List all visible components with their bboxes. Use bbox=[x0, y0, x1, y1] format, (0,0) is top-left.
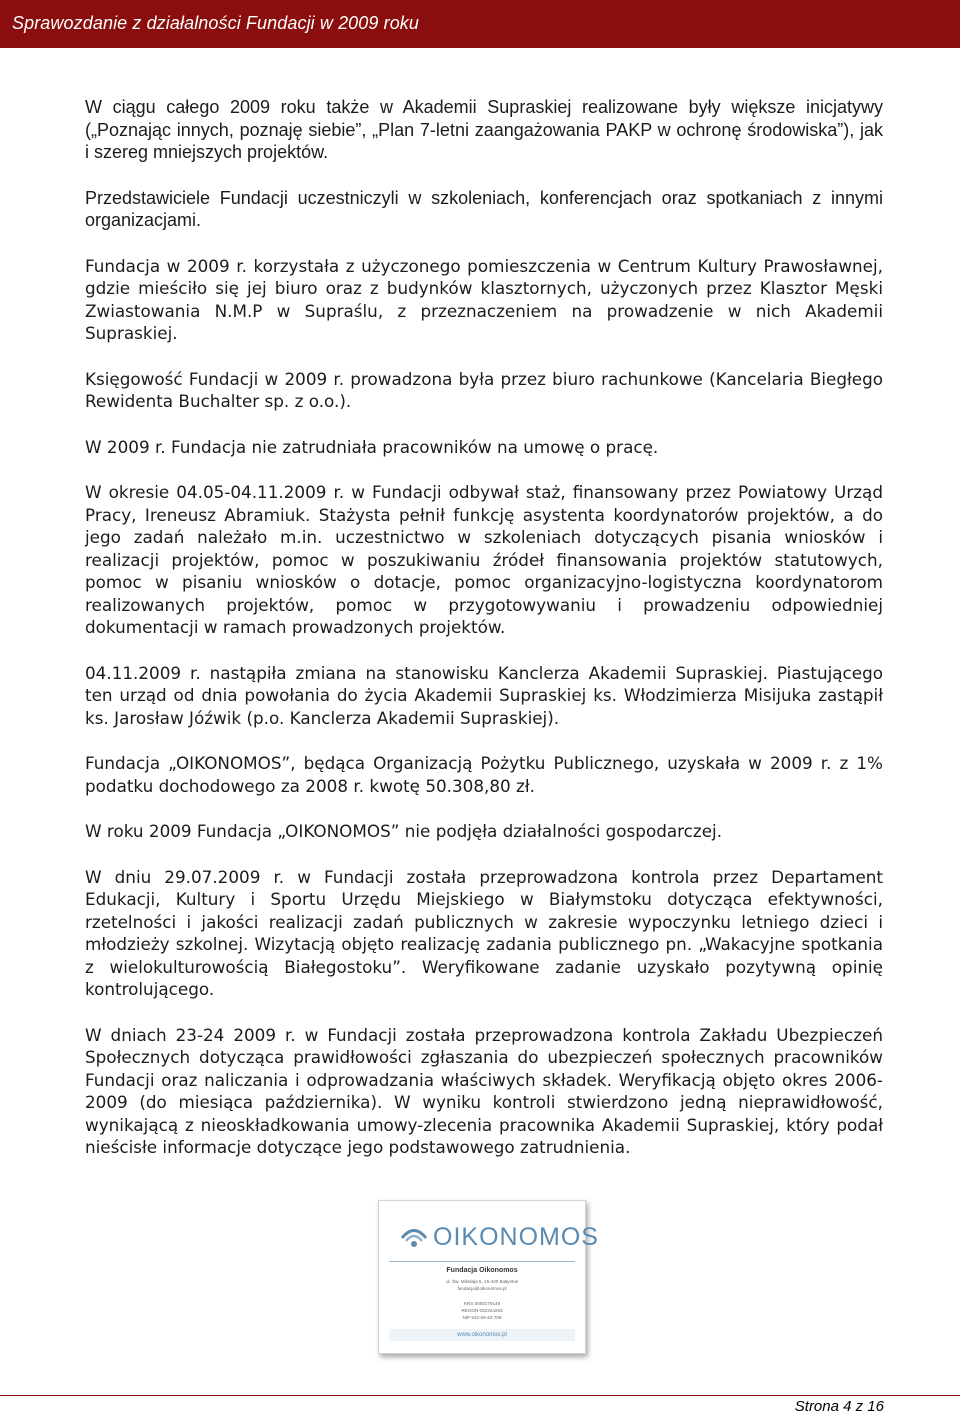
business-card-image bbox=[378, 1200, 599, 1354]
page-header bbox=[0, 0, 960, 48]
card-regon: REGON 052224263 bbox=[461, 1308, 503, 1313]
paragraph-premises: Fundacja w 2009 r. korzystała z użyczonego pomieszczenia w Centrum Kultury Prawosławnej, gdzie mieściło się jej biuro oraz z budynków klasztornych, użyczonych przez Klasztor Męski Zwiastowania N.M.P w Supraślu, z przeznaczeniem na prowadzenie w nich Akademii Supraskiej. bbox=[85, 255, 883, 343]
page-footer bbox=[0, 1395, 960, 1414]
paragraph-representatives: Przedstawiciele Fundacji uczestniczyli w szkoleniach, konferencjach oraz spotkaniach z innymi organizacjami. bbox=[85, 187, 883, 230]
page-number: Strona 4 z 16 bbox=[794, 1398, 884, 1415]
document-body bbox=[85, 96, 883, 1182]
card-nip: NIP 542-28-42-706 bbox=[462, 1315, 502, 1320]
card-divider bbox=[389, 1261, 575, 1262]
paragraph-business-activity: W roku 2009 Fundacja „OIKONOMOS” nie podjęła działalności gospodarczej. bbox=[85, 821, 723, 841]
card-name: Fundacja Oikonomos bbox=[446, 1267, 518, 1274]
card-logo-text: OIKONOMOS bbox=[433, 1223, 599, 1251]
paragraph-employment: W 2009 r. Fundacja nie zatrudniała pracowników na umowę o pracę. bbox=[85, 436, 659, 457]
paragraph-inspection-zus: W dniach 23-24 2009 r. w Fundacji została przeprowadzona kontrola Zakładu Ubezpieczeń Społecznych dotycząca prawidłowości zgłaszania do ubezpieczeń społecznych pracowników Fundacji oraz naliczania i odprowadzania właściwych składek. Weryfikacją objęto okres 2006-2009 (do miesiąca października). W wyniku kontroli stwierdzono jedną nieprawidłowość, wynikającą z nieoskładkowania umowy-zlecenia pracownika Akademii Supraskiej, który podał nieścisłe informacje dotyczące jego podstawowego zatrudnienia. bbox=[85, 1024, 883, 1157]
header-title: Sprawozdanie z działalności Fundacji w 2009 roku bbox=[12, 13, 420, 33]
card-email: fundacja@oikonomos.pl bbox=[457, 1286, 507, 1291]
paragraph-initiatives: W ciągu całego 2009 roku także w Akademii Supraskiej realizowane były większe inicjatywy („Poznając innych, poznaję siebie”, „Plan 7-letni zaangażowania PAKP w ochronę środowiska”), jak i szereg mniejszych projektów. bbox=[85, 97, 883, 162]
paragraph-inspection-city: W dniu 29.07.2009 r. w Fundacji została przeprowadzona kontrola przez Departament Edukacji, Kultury i Sportu Urzędu Miejskiego w Białymstoku dotycząca efektywności, rzetelności i jakości realizacji zadań publicznych w zakresie wypoczynku letniego dzieci i młodzieży szkolnej. Wizytacją objęto realizację zadania publicznego pn. „Wakacyjne spotkania z wielokulturowością Białegostoku”. Weryfikowane zadanie uzyskało pozytywną opinię kontrolującego. bbox=[85, 866, 883, 999]
card-logo bbox=[379, 1223, 599, 1253]
oikonomos-logo-icon bbox=[399, 1225, 429, 1251]
paragraph-one-percent: Fundacja „OIKONOMOS”, będąca Organizacją Pożytku Publicznego, uzyskała w 2009 r. z 1% podatku dochodowego za 2008 r. kwotę 50.308,80 zł. bbox=[85, 753, 883, 796]
paragraph-accounting: Księgowość Fundacji w 2009 r. prowadzona była przez biuro rachunkowe (Kancelaria Biegłego Rewidenta Buchalter sp. z o.o.). bbox=[85, 368, 883, 411]
card-website: www.oikonomos.pl bbox=[457, 1332, 507, 1338]
card-krs: KRS 0000179149 bbox=[463, 1301, 501, 1306]
paragraph-internship: W okresie 04.05-04.11.2009 r. w Fundacji odbywał staż, finansowany przez Powiatowy Urząd Pracy, Ireneusz Abramiuk. Stażysta pełnił funkcję asystenta koordynatorów projektów, a do jego zadań należało m.in. uczestnictwo w szkoleniach dotyczących pisania wniosków i realizacji projektów, pomoc w poszukiwaniu źródeł finansowania projektów statutowych, pomoc w pisaniu wniosków o dotacje, pomoc organizacyjno-logistyczna koordynatorom realizowanych projektów, pomoc w przygotowywaniu i prowadzeniu odpowiedniej dokumentacji w ramach prowadzonych projektów. bbox=[85, 482, 883, 637]
card-address: ul. Św. Mikołaja 5, 15-420 Białystok bbox=[445, 1279, 518, 1284]
paragraph-chancellor: 04.11.2009 r. nastąpiła zmiana na stanowisku Kanclerza Akademii Supraskiej. Piastującego ten urząd od dnia powołania do życia Akademii Supraskiej ks. Włodzimierza Misijuka zastąpił ks. Jarosław Jóźwik (p.o. Kanclerza Akademii Supraskiej). bbox=[85, 662, 883, 728]
